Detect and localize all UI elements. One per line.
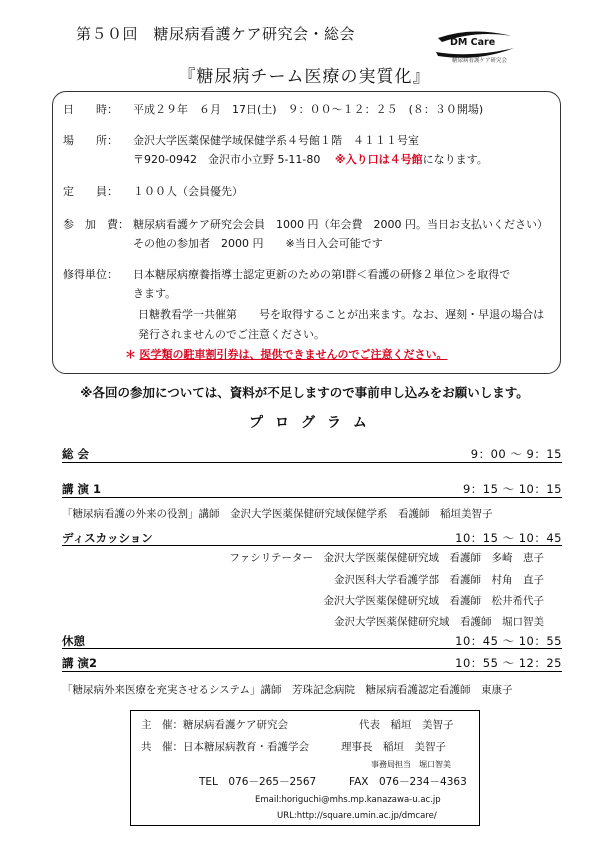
telephone: TEL 076－265－2567	[199, 776, 317, 788]
credit-line2: きます。	[133, 287, 177, 300]
dm-care-logo	[432, 28, 516, 66]
event-title: 第５０回 糖尿病看護ケア研究会・総会	[76, 25, 356, 43]
registration-notice: ※各回の参加については、資料が不足しますので事前申し込みをお願いします。	[80, 385, 529, 400]
logo-text: DM Care	[450, 37, 496, 48]
parking-mark: ＊	[125, 348, 136, 361]
place-label: 場 所：	[63, 134, 118, 147]
divider	[62, 497, 562, 498]
general-meeting-time: 9：00 ～ 9：15	[470, 447, 562, 461]
break-time: 10：45 ～ 10：55	[455, 634, 562, 648]
email-address[interactable]: Email:horiguchi@mhs.mp.kanazawa-u.ac.jp	[255, 795, 441, 805]
capacity-value: １００人（会員優先）	[133, 185, 243, 198]
logo-subtext: 糖尿病看護ケア研究会	[452, 58, 508, 64]
parking-note	[125, 346, 448, 362]
organizer-contact-box	[130, 710, 480, 826]
cohost-organization: 共 催：日本糖尿病教育・看護学会	[141, 741, 309, 753]
program-item-lecture-1	[62, 481, 562, 497]
program-item-lecture-2	[62, 655, 562, 671]
fee-line2: その他の参加者 2000 円 ※当日入会可能です	[133, 237, 383, 250]
host-representative: 代表 稲垣 美智子	[359, 719, 454, 731]
panelist: 金沢大学医薬保健研究域 看護師 堀口智美	[334, 616, 544, 628]
host-organization: 主 催：糖尿病看護ケア研究会	[141, 719, 288, 731]
entrance-note-suffix: になります。	[422, 153, 488, 166]
panelist: 金沢大学医薬保健研究域 看護師 松井希代子	[323, 595, 544, 607]
lecture-2-time: 10：55 ～ 12：25	[455, 656, 562, 670]
fax: FAX 076－234－4363	[349, 776, 467, 788]
credit-line3: 日糖教看学一共催第 号を取得することが出来ます。なお、遅刻・早退の場合は	[138, 308, 545, 321]
office-contact: 事務局担当 堀口智美	[371, 760, 451, 769]
discussion-title: ディスカッション	[62, 531, 153, 545]
lecture-2-title: 講 演2	[62, 656, 98, 670]
break-title: 休憩	[62, 634, 85, 648]
capacity-label: 定 員：	[63, 185, 118, 198]
place-line1: 金沢大学医薬保健学域保健学系４号館１階 ４１１１号室	[133, 134, 419, 147]
date-value: 平成２９年 ６月 17日(土) ９：００～１２：２５ (８：３０開場)	[133, 103, 484, 116]
credit-line1: 日本糖尿病療養指導士認定更新のための第Ⅰ群＜看護の研修２単位＞を取得で	[133, 268, 511, 281]
place-line2	[133, 151, 488, 167]
place-address: 〒920-0942 金沢市小立野 5-11-80	[133, 153, 321, 166]
panelist-facilitator: ファシリテーター 金沢大学医薬保健研究域 看護師 多崎 恵子	[229, 552, 544, 564]
program-item-break	[62, 633, 562, 649]
program-item-general-meeting	[62, 446, 562, 462]
discussion-time: 10：15 ～ 10：45	[455, 531, 562, 545]
credit-label: 修得単位：	[63, 268, 118, 281]
fee-line1: 糖尿病看護ケア研究会会員 1000 円（年会費 2000 円。当日お支払いください）	[133, 218, 548, 231]
divider	[62, 671, 562, 672]
parking-note-text: 医学類の駐車割引券は、提供できませんのでご注意ください。	[139, 348, 448, 361]
panelist: 金沢医科大学看護学部 看護師 村角 直子	[334, 574, 544, 586]
fee-label: 参 加 費：	[63, 218, 129, 231]
cohost-representative: 理事長 稲垣 美智子	[341, 741, 446, 753]
event-info-box	[52, 91, 561, 374]
website-url[interactable]: URL:http://square.umin.ac.jp/dmcare/	[277, 811, 437, 821]
program-item-discussion	[62, 530, 562, 546]
divider	[62, 545, 562, 546]
divider	[62, 462, 562, 463]
lecture-2-detail: 「糖尿病外来医療を充実させるシステム」講師 芳珠記念病院 糖尿病看護認定看護師 東康子	[62, 684, 513, 696]
credit-line4: 発行されませんのでご注意ください。	[138, 328, 325, 341]
event-subtitle: 『糖尿病チーム医療の実質化』	[178, 67, 431, 87]
lecture-1-time: 9：15 ～ 10：15	[462, 482, 562, 496]
lecture-1-title: 講 演 1	[62, 482, 102, 496]
date-label: 日 時：	[63, 103, 118, 116]
program-heading: プログラム	[249, 415, 379, 431]
general-meeting-title: 総 会	[62, 447, 90, 461]
entrance-note: ※入り口は４号館	[334, 153, 423, 166]
divider	[62, 648, 562, 649]
lecture-1-detail: 「糖尿病看護の外来の役割」講師 金沢大学医薬保健研究域保健学系 看護師 稲垣美智子	[62, 508, 493, 520]
